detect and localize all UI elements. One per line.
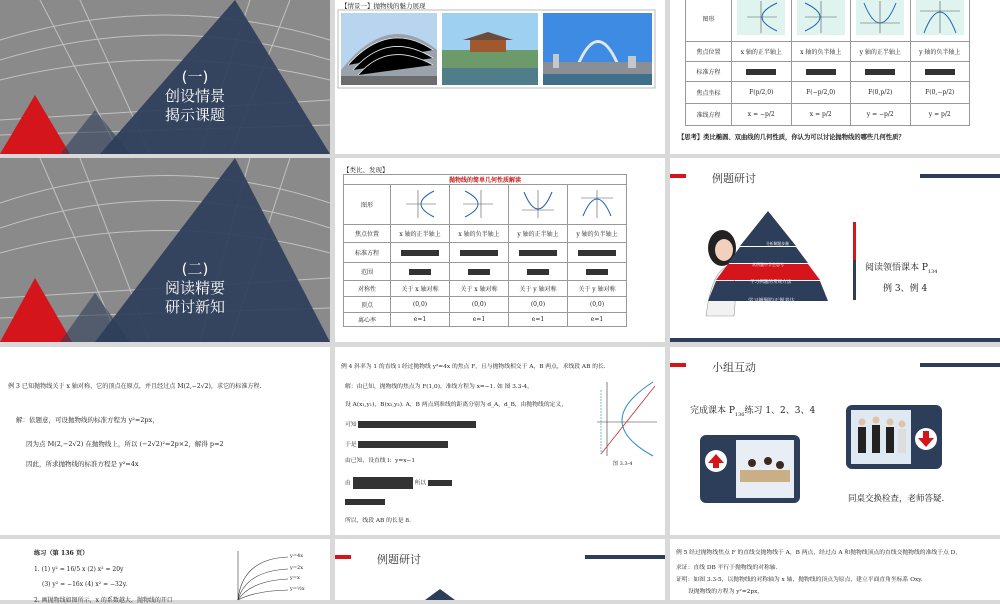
section-title: (二) 阅读精要 研讨新知 [164, 260, 225, 316]
solution-line: 设 A(x₁,y₁)，B(x₂,y₂). A，B 两点到准线的距离分别为 d_A，d_B，由抛物线的定义， [345, 402, 568, 408]
figure-parabola [593, 380, 659, 458]
divider [853, 260, 856, 300]
slide-thumbnail-12[interactable] [670, 539, 1000, 600]
solution-line: 因为点 M(2,−2√2) 在抛物线上，所以 (−2√2)²=2p×2，解得 p=2 [26, 440, 224, 448]
solution-line: 因此，所求抛物线的标准方程是 y²=4x [26, 460, 139, 468]
section-title: (一) 创设情景 揭示课题 [164, 68, 225, 124]
arch-photo [543, 13, 652, 85]
solution-line [345, 499, 385, 506]
solution-line: 由 所以 [345, 477, 452, 489]
header-accent [670, 363, 686, 367]
graph-down-icon [577, 188, 617, 220]
group-task: 完成课本 $P_{136}$练习 1、2、3、4 [690, 406, 816, 418]
graph-right-icon [400, 188, 440, 220]
solution-line: 由已知，设直线 l：y=x−1 [345, 458, 416, 464]
reading-task: 阅读领悟课本 $P_{134}$ [865, 263, 938, 275]
parabola-table: 图形 焦点位置 x 轴的正半轴上 x 轴的负半轴上 y 轴的正半轴上 y 轴的负半轴上 标准方程 焦点坐标 F(p/2,0) F(−p/2,0) F(0,p/2) F(0,−p/2) 准线方程 x = −p/2 x = p/2 y = −p/2 y = p/2 [685, 0, 970, 126]
scenic-photos [338, 10, 655, 88]
pyramid-level-1: 分析解题步骤 [766, 241, 789, 246]
pyramid-level-2: 从例题中学会思考 [752, 262, 784, 267]
slide-title: 例题研讨 [712, 172, 756, 185]
slide-thumbnail-5[interactable] [335, 158, 665, 342]
solution-line: 求证：直线 DB 平行于抛物线的对称轴. [676, 565, 778, 571]
example-problem: 例 5 经过抛物线焦点 F 的直线交抛物线于 A，B 两点，经过点 A 和抛物线顶点的直线交抛物线的准线于点 D， [676, 550, 962, 556]
example-list: 例 3、例 4 [883, 284, 928, 294]
curve-label: y=½x [290, 586, 305, 592]
exercise-heading: 练习（第 136 页） [34, 550, 89, 557]
check-note: 同桌交换检查，老师答疑. [848, 494, 945, 504]
solution-line: 解：依题意，可设抛物线的标准方程为 y²=2px， [16, 416, 159, 424]
example-problem: 例 4 斜率为 1 的直线 l 经过抛物线 y²=4x 的焦点 F，且与抛物线相交于 A，B 两点，求线段 AB 的长. [341, 364, 606, 370]
slide-caption: 【类比、发现】 [343, 166, 389, 174]
slide-thumbnail-10[interactable] [0, 539, 330, 604]
pyramid-level-3: 学习例题的常规方法 [750, 280, 792, 285]
graph-down-icon [916, 0, 964, 35]
slide-thumbnail-1[interactable] [0, 0, 330, 154]
meeting-photo-card [700, 435, 800, 503]
exercise-line: 2. 画抛物线如图所示，x 的系数越大，抛物线的开口 [34, 597, 173, 604]
solution-line: 证明：如图 3.3-5，以抛物线的对称轴为 x 轴，抛物线的顶点为原点，建立平面直角坐标系 Oxy. [676, 577, 923, 583]
slide-caption: 【情景一】抛物线的魅力展现 [341, 2, 426, 10]
figure-caption: 图 3.3-4 [613, 461, 633, 467]
header-accent [920, 174, 1000, 178]
thinking-prompt: 【思考】类比椭圆、双曲线的几何性质，你认为可以讨论抛物线的哪些几何性质？ [678, 134, 905, 141]
curve-label: y=2x [290, 565, 304, 571]
graph-right-icon [737, 0, 785, 35]
graph-up-icon [518, 188, 558, 220]
footer-bar [670, 338, 1000, 342]
exercise-line: 1. (1) y² = 16/5 x (2) x² = 20y [34, 566, 124, 573]
header-accent [920, 363, 1000, 367]
solution-line: 解：由已知，抛物线的焦点为 F(1,0)，准线方程为 x=−1. 如 图 3.3-4， [345, 384, 533, 390]
slide-thumbnail-11[interactable] [335, 539, 665, 600]
pavilion-photo [442, 13, 538, 85]
slide-title: 小组互动 [712, 361, 756, 374]
graph-left-icon [797, 0, 845, 35]
header-accent [670, 174, 686, 178]
slide-thumbnail-6[interactable] [670, 158, 1000, 342]
slide-thumbnail-7[interactable] [0, 347, 330, 535]
slide-thumbnail-3[interactable] [670, 0, 1000, 154]
solution-line: 所以，线段 AB 的长是 8. [345, 518, 411, 524]
slide-title: 例题研讨 [377, 553, 421, 566]
pyramid-level-4: 学习例题的正规表达 [748, 298, 795, 304]
example-problem: 例 3 已知抛物线关于 x 轴对称，它的顶点在原点，并且经过点 M(2,−2√2)，求它的标准方程. [8, 383, 262, 390]
slide-thumbnail-8[interactable] [335, 347, 665, 535]
solution-line: 于是 [345, 439, 448, 448]
solution-line: 设抛物线的方程为 y²=2px， [688, 589, 764, 595]
exercise-line: (3) y² = −16x (4) x² = −32y. [42, 581, 128, 588]
curve-label: y=4x [290, 553, 304, 559]
properties-table: 抛物线的简单几何性质解读 图形 焦点位置 x 轴的正半轴上 x 轴的负半轴上 y 轴的正半轴上 y 轴的负半轴上 标准方程 范围 对称性 关于 x 轴对称 关于 x 轴对称 关于 y 轴对称 关于 y 轴对称 顶点 (0,0) (0,0) (0,0) (0,0) 离心率 e=1 e=1 e=1 e=1 [343, 174, 627, 327]
divider [853, 222, 856, 260]
slide-thumbnail-9[interactable] [670, 347, 1000, 535]
solution-line: 可知 [345, 419, 476, 428]
curve-label: y=x [290, 575, 300, 581]
graph-up-icon [856, 0, 904, 35]
slide-thumbnail-2[interactable] [335, 0, 665, 154]
slide-thumbnail-4[interactable] [0, 158, 330, 342]
graph-left-icon [459, 188, 499, 220]
parabola-family-graph [228, 549, 328, 600]
header-accent [585, 555, 665, 559]
header-accent [335, 555, 351, 559]
team-photo-card [846, 405, 942, 469]
pyramid-tip [425, 589, 455, 600]
stadium-photo [341, 13, 437, 85]
